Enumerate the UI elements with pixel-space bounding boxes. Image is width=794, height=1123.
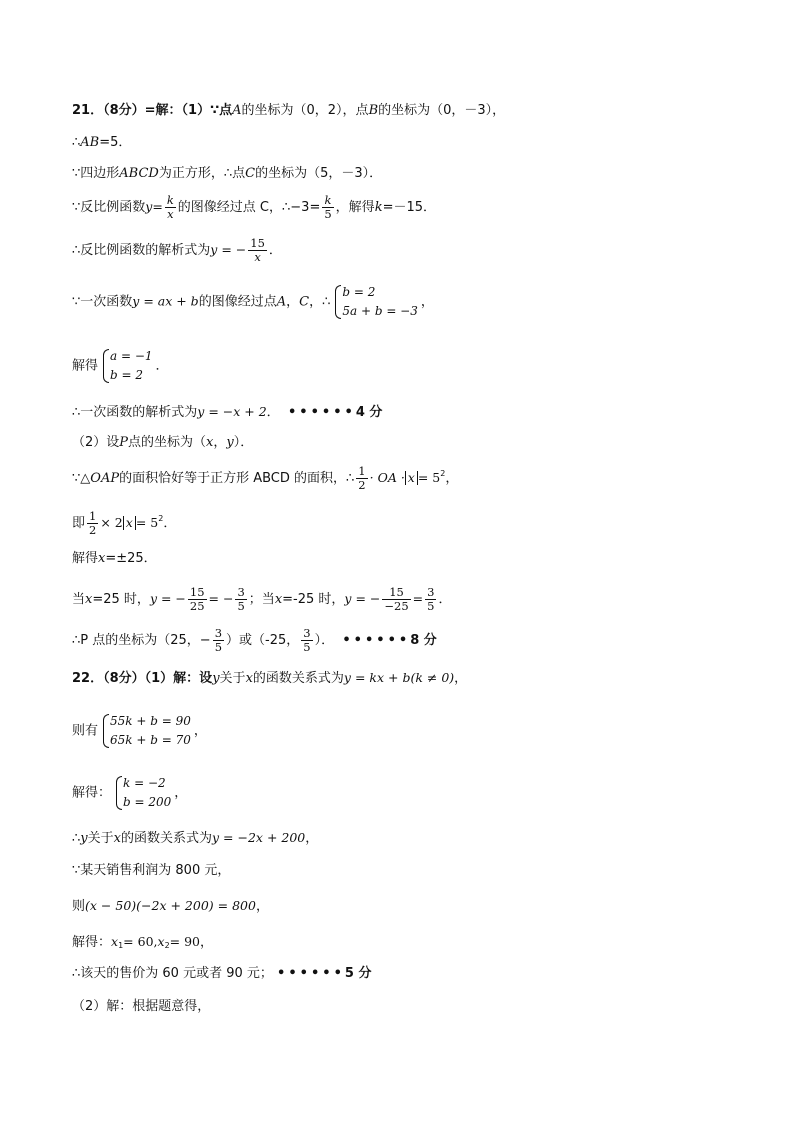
score-dots: •••••• xyxy=(277,966,345,981)
q21-line-6: ∵一次函数y = ax + b的图像经过点A，C，∴ b = 2 5a + b = −3 ， xyxy=(72,283,434,321)
q21-line-3: ∵四边形ABCD为正方形，∴点C的坐标为（5，－3）． xyxy=(72,166,383,181)
equation-system-4: k = −2 b = 200 xyxy=(114,774,171,812)
fraction-k-over-x: $\frac{k}{x}$ xyxy=(166,193,174,221)
q22-header: 22．（8分）（1）解：设 xyxy=(72,671,213,686)
fraction-15-over-neg25: $\frac{15}{-25}$ xyxy=(384,585,409,613)
q22-line-8: ∴该天的售价为 60 元或者 90 元； ••••••5 分 xyxy=(72,966,372,981)
equation-system-3: 55k + b = 90 65k + b = 70 xyxy=(101,712,191,750)
absolute-value: x xyxy=(405,471,418,485)
q21-line-12: 解得x=±25． xyxy=(72,551,157,566)
q22-line-7: 解得：$x_1= 60,x_2= 90$， xyxy=(72,934,214,950)
fraction-15-over-x: $\frac{15}{x}$ xyxy=(250,236,265,264)
q21-line-10: ∵△OAP的面积恰好等于正方形 ABCD 的面积，∴ $\frac{1}{2}$ · OA · $x = 5^2$， xyxy=(72,464,459,492)
fraction-3-over-5: $\frac{3}{5}$ xyxy=(427,585,435,613)
q21-line-14: ∴P 点的坐标为（25，− $\frac{3}{5}$ ）或（-25， $\frac{3}{5}$ ）． ••••••8 分 xyxy=(72,626,437,654)
q21-line-1: 21．（8分）=解：（1）∵点A的坐标为（0，2），点B的坐标为（0，－3）， xyxy=(72,103,506,118)
q22-line-9: （2）解：根据题意得， xyxy=(72,999,211,1014)
absolute-value: x xyxy=(123,516,136,530)
q21-line-13: 当x=25 时，y = − $\frac{15}{25}$ = − $\frac{3}{5}$ ；当x=-25 时，y = − $\frac{15}{-25}$ = $\frac{3}{5}$ ． xyxy=(72,585,452,613)
fraction-one-half: $\frac{1}{2}$ xyxy=(358,464,366,492)
equation-system-1: b = 2 5a + b = −3 xyxy=(333,283,418,321)
fraction-one-half: $\frac{1}{2}$ xyxy=(89,509,97,537)
fraction-3-over-5: $\frac{3}{5}$ xyxy=(303,626,311,654)
score-label: 8 分 xyxy=(410,633,437,648)
q21-line-8: ∴一次函数的解析式为y = −x + 2． ••••••4 分 xyxy=(72,404,383,420)
fraction-3-over-5: $\frac{3}{5}$ xyxy=(214,626,223,654)
q21-line-5: ∴反比例函数的解析式为y = − $\frac{15}{x}$ ． xyxy=(72,236,282,264)
equation-system-2: a = −1 b = 2 xyxy=(101,347,153,385)
score-dots: •••••• xyxy=(342,633,411,648)
q22-line-1: 22．（8分）（1）解：设y关于x的函数关系式为y = kx + b(k ≠ 0)， xyxy=(72,670,468,686)
score-label: 5 分 xyxy=(344,966,372,981)
score-label: 4 分 xyxy=(355,405,383,420)
q22-line-2: 则有 55k + b = 90 65k + b = 70 ， xyxy=(72,712,207,750)
q22-line-5: ∵某天销售利润为 800 元， xyxy=(72,863,231,878)
q22-line-4: ∴y关于x的函数关系式为y = −2x + 200， xyxy=(72,830,319,846)
q21-line-4: ∵反比例函数y= $\frac{k}{x}$ 的图像经过点 C，∴−3= $\frac{k}{5}$ ，解得k=－15． xyxy=(72,193,437,221)
q21-line-9: （2）设P点的坐标为（x，y）． xyxy=(72,435,254,450)
fraction-15-over-25: $\frac{15}{25}$ xyxy=(189,585,205,613)
fraction-k-over-5: $\frac{k}{5}$ xyxy=(324,193,332,221)
q22-line-6: 则(x − 50)(−2x + 200) = 800， xyxy=(72,898,269,914)
score-dots: •••••• xyxy=(287,405,356,420)
fraction-3-over-5: $\frac{3}{5}$ xyxy=(237,585,245,613)
q22-line-3: 解得： k = −2 b = 200 ， xyxy=(72,774,187,812)
q21-header: 21．（8分）=解：（1）∵点 xyxy=(72,103,233,118)
q21-line-11: 即 $\frac{1}{2}$ × 2 $x = 5^2$． xyxy=(72,509,177,537)
q21-line-7: 解得 a = −1 b = 2 ． xyxy=(72,347,169,385)
q21-line-2: ∴AB=5． xyxy=(72,135,132,150)
